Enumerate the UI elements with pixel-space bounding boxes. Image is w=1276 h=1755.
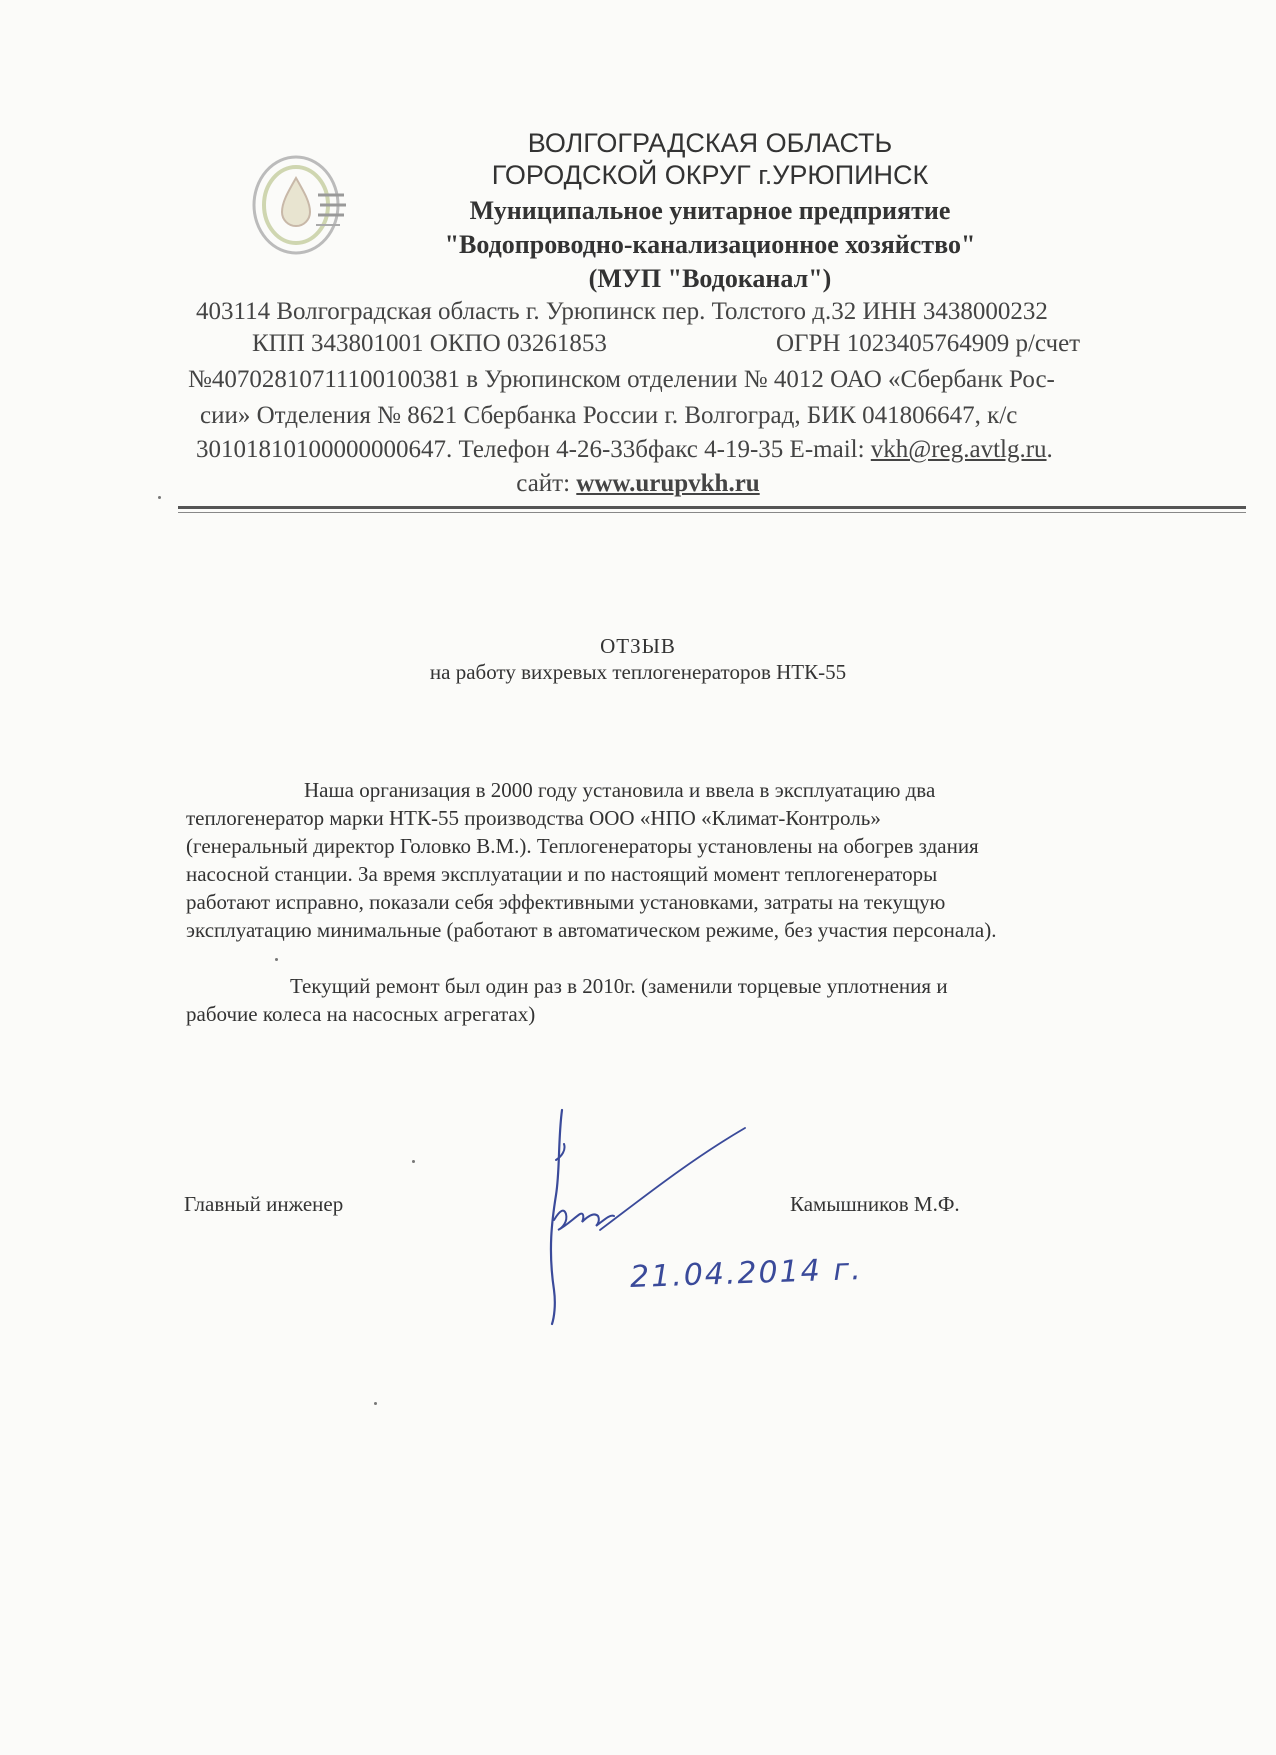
scan-speck: [412, 1160, 415, 1163]
body-line: Текущий ремонт был один раз в 2010г. (заменили торцевые уплотнения и: [290, 974, 948, 998]
requisites-kpp-okpo: КПП 343801001 ОКПО 03261853: [252, 330, 607, 357]
body-line: работают исправно, показали себя эффективными установками, затраты на текущую: [186, 890, 946, 914]
body-line: рабочие колеса на насосных агрегатах): [186, 1002, 536, 1026]
requisites-bank: сии» Отделения № 8621 Сбербанка России г. Волгоград, БИК 041806647, к/с: [200, 402, 1018, 429]
header-region: ВОЛГОГРАДСКАЯ ОБЛАСТЬ: [527, 128, 893, 158]
requisites-contacts: [196, 436, 1053, 464]
requisites-address: 403114 Волгоградская область г. Урюпинск пер. Толстого д.32 ИНН 3438000232: [196, 298, 1048, 325]
contacts-suffix: .: [1046, 436, 1053, 463]
header-org-name: "Водопроводно-канализационное хозяйство": [444, 230, 976, 259]
header-district: ГОРОДСКОЙ ОКРУГ г.УРЮПИНСК: [491, 160, 929, 190]
site-label: сайт:: [516, 470, 577, 497]
body-line: теплогенератор марки НТК-55 производства ООО «НПО «Климат-Контроль»: [186, 806, 881, 830]
body-line: Наша организация в 2000 году установила и ввела в эксплуатацию два: [304, 778, 936, 802]
scan-speck: [374, 1402, 377, 1405]
header-org-type: Муниципальное унитарное предприятие: [469, 196, 951, 225]
site-link[interactable]: www.urupvkh.ru: [576, 470, 760, 497]
body-line: насосной станции. За время эксплуатации и по настоящий момент теплогенераторы: [186, 862, 938, 886]
header-divider-thin: [178, 512, 1246, 513]
contacts-text: 30101810100000000647. Телефон 4-26-33бфакс 4-19-35 E-mail:: [196, 436, 871, 463]
signer-name: Камышников М.Ф.: [790, 1192, 960, 1216]
requisites-account: №40702810711100100381 в Урюпинском отделении № 4012 ОАО «Сбербанк Рос-: [188, 366, 1055, 393]
body-line: эксплуатацию минимальные (работают в автоматическом режиме, без участия персонала).: [186, 918, 997, 942]
email-link[interactable]: vkh@reg.avtlg.ru: [870, 436, 1047, 463]
header-org-short: (МУП "Водоканал"): [588, 264, 832, 293]
document-title: ОТЗЫВ: [600, 634, 676, 658]
document-subtitle: на работу вихревых теплогенераторов НТК-55: [429, 660, 847, 684]
handwritten-signature-icon: [540, 1100, 750, 1330]
scan-speck: [158, 496, 161, 499]
requisites-ogrn: ОГРН 1023405764909 р/счет: [776, 330, 1081, 357]
scan-speck: [275, 958, 278, 961]
body-line: (генеральный директор Головко В.М.). Теплогенераторы установлены на обогрев здания: [186, 834, 979, 858]
header-divider: [178, 506, 1246, 509]
handwritten-date: 21.04.2014 г.: [629, 1251, 864, 1296]
signer-position: Главный инженер: [184, 1192, 344, 1216]
requisites-site: [0, 470, 1276, 498]
